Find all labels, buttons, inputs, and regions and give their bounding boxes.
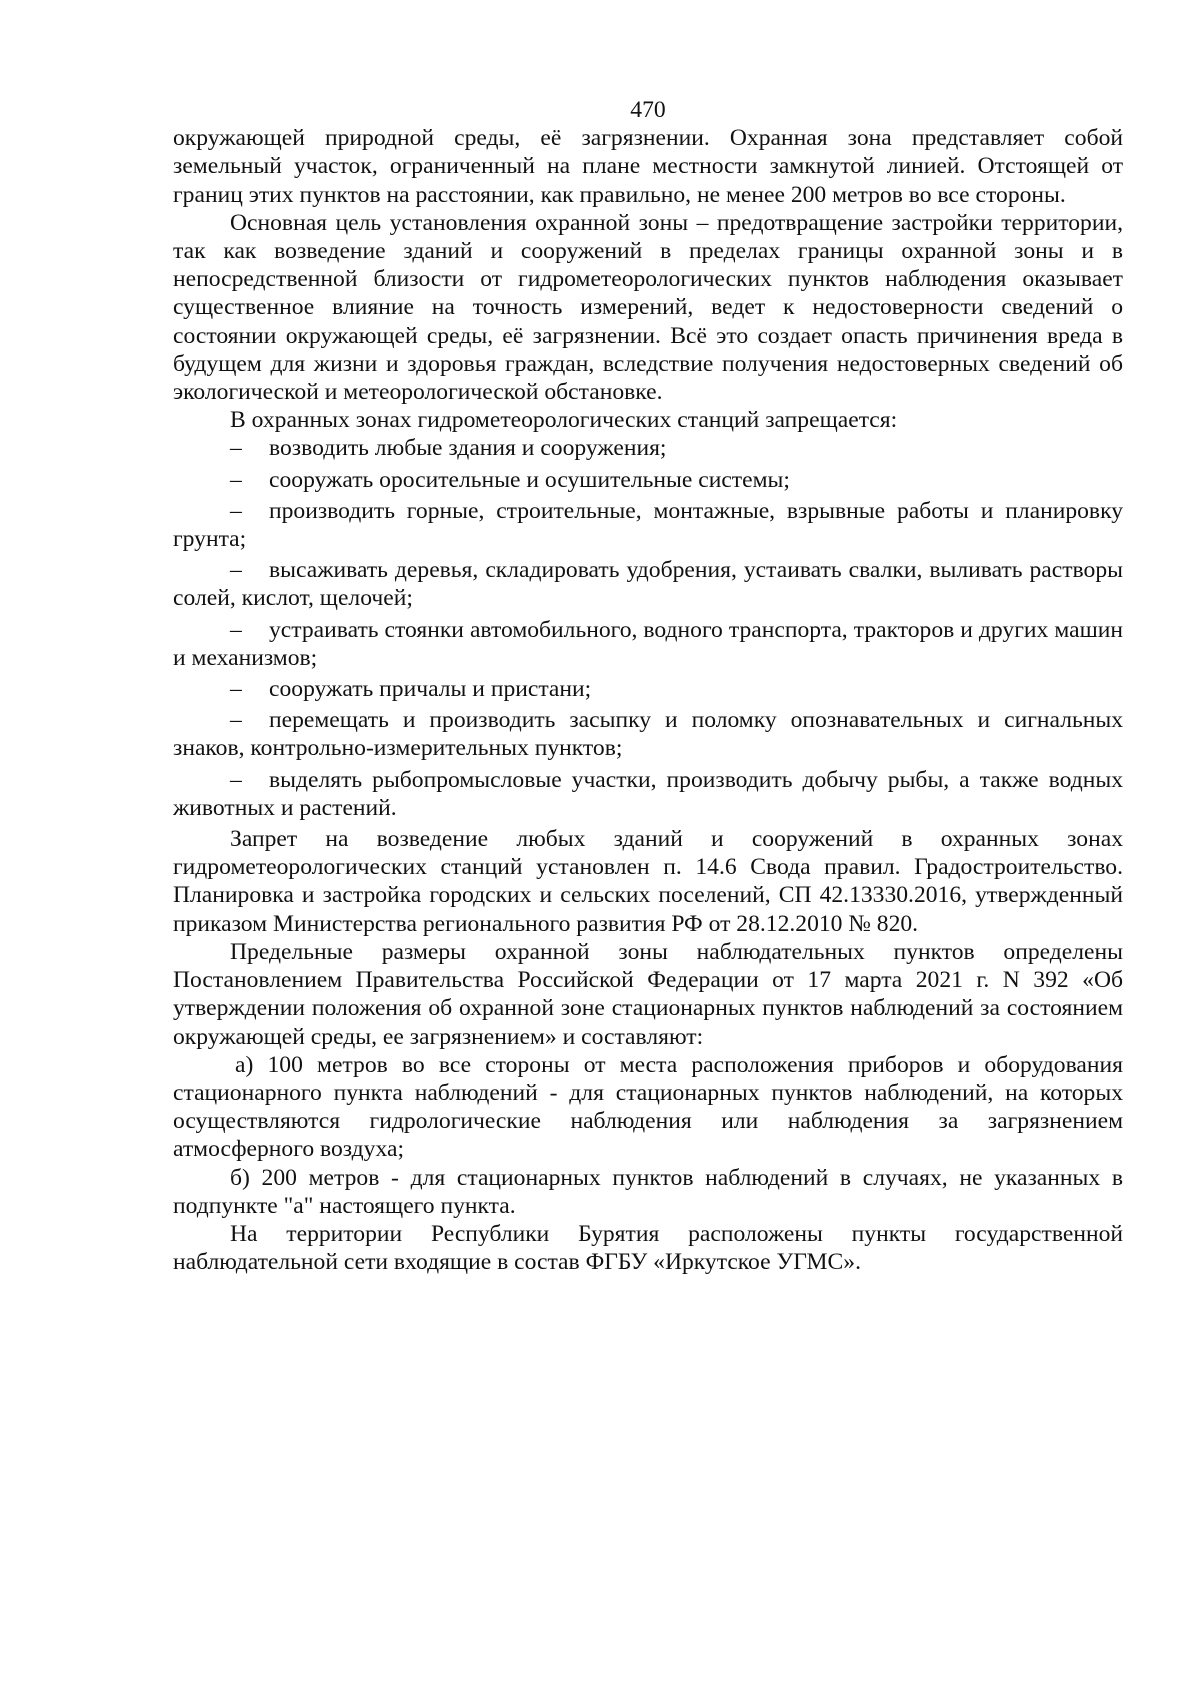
list-item-text: выделять рыбопромысловые участки, производить добычу рыбы, а также водных животных и растений. — [173, 766, 1123, 821]
list-item — [173, 556, 1123, 612]
dash-marker: – — [230, 466, 242, 493]
list-item — [173, 766, 1123, 822]
prohibition-list — [173, 434, 1123, 822]
paragraph-continuation: окружающей природной среды, её загрязнении. Охранная зона представляет собой земельный участок, ограниченный на плане местности замкнутой линией. Отстоящей от границ этих пунктов на расстоянии, как правильно, не менее 200 метров во все стороны. — [173, 125, 1123, 208]
list-item — [173, 675, 1123, 703]
paragraph-list-intro: В охранных зонах гидрометеорологических станций запрещается: — [230, 407, 898, 434]
list-item-text: высаживать деревья, складировать удобрения, устаивать свалки, выливать растворы солей, кислот, щелочей; — [173, 557, 1123, 612]
paragraph-buryatia: На территории Республики Бурятия расположены пункты государственной наблюдательной сети входящие в состав ФГБУ «Иркутское УГМС». — [173, 1220, 1123, 1276]
paragraph-subpoint-a: а) 100 метров во все стороны от места расположения приборов и оборудования стационарного пункта наблюдений - для стационарных пунктов наблюдений, на которых осуществляются гидрологические наблюдения или наблюдения за загрязнением атмосферного воздуха; — [173, 1051, 1123, 1163]
list-item-text: сооружать причалы и пристани; — [269, 676, 592, 703]
list-item-text: перемещать и производить засыпку и поломку опознавательных и сигнальных знаков, контрольно-измерительных пунктов; — [173, 707, 1123, 762]
list-item — [173, 497, 1123, 553]
dash-marker: – — [230, 707, 242, 734]
paragraph-zone-limits: Предельные размеры охранной зоны наблюдательных пунктов определены Постановлением Правительства Российской Федерации от 17 марта 2021 г. N 392 «Об утверждении положения об охранной зоне стационарных пунктов наблюдений за состоянием окружающей среды, ее загрязнением» и составляют: — [173, 938, 1123, 1050]
dash-marker: – — [230, 676, 242, 703]
list-item-text: сооружать оросительные и осушительные системы; — [269, 466, 790, 493]
document-page — [173, 96, 1123, 1276]
paragraph-legal-basis: Запрет на возведение любых зданий и сооружений в охранных зонах гидрометеорологических станций установлен п. 14.6 Свода правил. Градостроительство. Планировка и застройка городских и сельских поселений, СП 42.13330.2016, утвержденный приказом Министерства регионального развития РФ от 28.12.2010 № 820. — [173, 826, 1123, 937]
dash-marker: – — [230, 497, 242, 524]
list-item-text: производить горные, строительные, монтажные, взрывные работы и планировку грунта; — [173, 497, 1123, 553]
list-item — [173, 616, 1123, 672]
paragraph-subpoint-b: б) 200 метров - для стационарных пунктов наблюдений в случаях, не указанных в подпункте "а" настоящего пункта. — [173, 1164, 1123, 1219]
list-item — [173, 706, 1123, 762]
dash-marker: – — [230, 616, 242, 643]
list-item-text: возводить любые здания и сооружения; — [269, 435, 667, 462]
dash-marker: – — [230, 557, 242, 584]
list-item-text: устраивать стоянки автомобильного, водного транспорта, тракторов и других машин и механизмов; — [173, 616, 1123, 671]
page-number: 470 — [630, 97, 666, 123]
dash-marker: – — [230, 766, 242, 793]
list-item — [173, 466, 1123, 494]
paragraph-purpose: Основная цель установления охранной зоны – предотвращение застройки территории, так как возведение зданий и сооружений в пределах границы охранной зоны и в непосредственной близости от гидрометеорологических пунктов наблюдения оказывает существенное влияние на точность измерений, ведет к недостоверности сведений о состоянии окружающей среды, её загрязнении. Всё это создает опасть причинения вреда в будущем для жизни и здоровья граждан, вследствие получения недостоверных сведений об экологической и метеорологической обстановке. — [173, 209, 1123, 406]
list-item — [173, 434, 1123, 462]
dash-marker: – — [230, 435, 242, 462]
